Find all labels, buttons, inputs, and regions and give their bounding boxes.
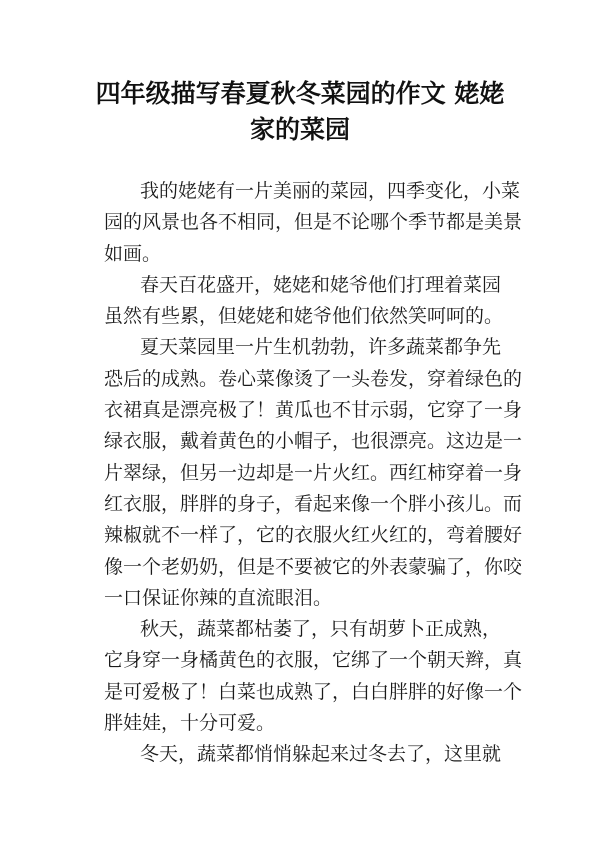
- text-line: 是可爱极了！白菜也成熟了，白白胖胖的好像一个: [104, 680, 523, 703]
- document-title: [60, 76, 540, 148]
- text-line: 如画。: [104, 242, 162, 265]
- text-line: 它身穿一身橘黄色的衣服，它绑了一个朝天辫，真: [104, 649, 523, 672]
- text-line: 秋天，蔬菜都枯萎了，只有胡萝卜正成熟，: [140, 618, 502, 641]
- text-line: 冬天，蔬菜都悄悄躲起来过冬去了，这里就: [140, 743, 502, 766]
- text-line: 恐后的成熟。卷心菜像烫了一头卷发，穿着绿色的: [104, 367, 523, 390]
- article-body: [104, 176, 523, 771]
- text-line: 红衣服，胖胖的身子，看起来像一个胖小孩儿。而: [104, 492, 523, 515]
- paragraph-spring: [104, 270, 504, 333]
- text-line: 像一个老奶奶，但是不要被它的外表蒙骗了，你咬: [104, 555, 523, 578]
- text-line: 虽然有些累，但姥姥和姥爷他们依然笑呵呵的。: [104, 305, 504, 328]
- text-line: 夏天菜园里一片生机勃勃，许多蔬菜都争先: [140, 336, 502, 359]
- text-line: 片翠绿，但另一边却是一片火红。西红柿穿着一身: [104, 461, 523, 484]
- paragraph-autumn: [104, 614, 523, 739]
- text-line: 春天百花盛开，姥姥和姥爷他们打理着菜园: [140, 273, 502, 296]
- text-line: 绿衣服，戴着黄色的小帽子，也很漂亮。这边是一: [104, 430, 523, 453]
- text-line: 辣椒就不一样了，它的衣服火红火红的，弯着腰好: [104, 524, 523, 547]
- paragraph-intro: [104, 176, 523, 270]
- paragraph-summer: [104, 332, 523, 614]
- text-line: 园的风景也各不相同，但是不论哪个季节都是美景: [104, 211, 523, 234]
- title-line: 家的菜园: [249, 115, 350, 144]
- text-line: 一口保证你辣的直流眼泪。: [104, 586, 333, 609]
- text-line: 衣裙真是漂亮极了！黄瓜也不甘示弱，它穿了一身: [104, 399, 523, 422]
- text-line: 我的姥姥有一片美丽的菜园，四季变化，小菜: [140, 180, 521, 202]
- title-line: 四年级描写春夏秋冬菜园的作文 姥姥: [95, 79, 505, 108]
- paragraph-winter: [104, 739, 504, 770]
- text-line: 胖娃娃，十分可爱。: [104, 712, 276, 735]
